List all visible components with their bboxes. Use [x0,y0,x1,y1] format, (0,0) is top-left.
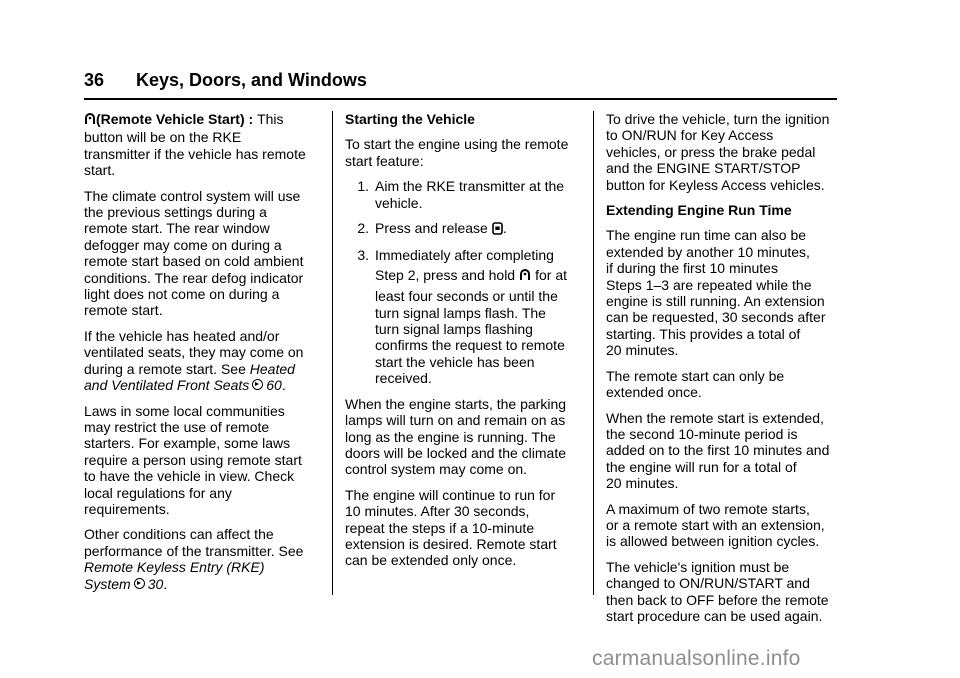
ignition-paragraph: The vehicle's ignition must be changed to ON/RUN/START and then back to OFF before the remote start procedure can be used again. [606,558,829,624]
lock-icon [492,222,503,238]
page-header [84,70,837,100]
list-item: 3. Immediately after completing Step 2, press and hold for at least four seconds or until the turn signal lamps flash. The turn signal lamps flashing confirms the request to remote start the vehicle has been received. [357,247,568,387]
steps-list [345,178,580,386]
remote-start-paragraph: (Remote Vehicle Start) : This button will be on the RKE transmitter if the vehicle has remote start. [84,111,306,179]
page-ref[interactable]: 30 [147,575,164,592]
header-rule [84,98,837,100]
local-laws-paragraph: Laws in some local communities may restrict the use of remote starters. For example, some laws require a person using remote start to have the vehicle in view. Check local regulations for any requirements. [84,402,302,517]
watermark: carmanualsonline.info [592,647,801,670]
page-ref-arrow-icon [252,379,263,390]
maximum-paragraph: A maximum of two remote starts, or a remote start with an extension, is allowed between ignition cycles. [606,500,825,550]
other-conditions-paragraph: Other conditions can affect the performance of the transmitter. See Remote Keyless Entry (RKE) System 30. [84,526,319,592]
page-number: 36 [84,70,105,90]
column-1 [84,111,319,601]
climate-paragraph: The climate control system will use the previous settings during a remote start. The rear window defogger may come on during a remote start based on cold ambient conditions. The rear defog indicator light does not come on during a remote start. [84,187,304,319]
page-title: Keys, Doors, and Windows [136,70,367,90]
rke-link[interactable]: Remote Keyless Entry (RKE) [84,559,265,576]
list-item: 1. Aim the RKE transmitter at the vehicle. [357,178,565,211]
heated-seats-paragraph: If the vehicle has heated and/or ventilated seats, they may come on during a remote start. See Heated and Ventilated Front Seats 60. [84,327,304,394]
intro-paragraph: To start the engine using the remote start feature: [345,136,569,169]
rke-link-cont[interactable]: System [84,575,131,592]
page-ref[interactable]: 60 [266,377,282,394]
column-3 [606,111,846,633]
page-ref-arrow-icon [134,578,145,589]
extended-total-paragraph: When the remote start is extended, the second 10-minute period is added on to the first 10 minutes and the engine will run for a total of 20 minutes. [606,409,830,492]
drive-paragraph: To drive the vehicle, turn the ignition to ON/RUN for Key Access vehicles, or press the brake pedal and the ENGINE START/STOP button for Keyless Access vehicles. [606,111,830,193]
engine-run-paragraph: The engine will continue to run for 10 minutes. After 30 seconds, repeat the steps if a 10-minute extension is desired. Remote start can be extended only once. [345,486,557,569]
engine-starts-paragraph: When the engine starts, the parking lamps will turn on and remain on as long as the engine is running. The doors will be locked and the climate control system may come on. [345,395,567,478]
remote-start-label: (Remote Vehicle Start) [96,111,245,127]
column-divider-1 [332,111,333,595]
remote-start-icon [84,112,96,129]
extension-paragraph: The engine run time can also be extended by another 10 minutes, if during the first 10 minutes Steps 1–3 are repeated while the engine is still running. An extension can be requested, 30 seconds after starting. This provides a total of 20 minutes. [606,227,826,359]
starting-vehicle-heading: Starting the Vehicle [345,111,475,127]
list-item: 2. Press and release . [345,220,580,238]
heated-seats-link-cont[interactable]: and Ventilated Front Seats [84,377,250,394]
heated-seats-link[interactable]: Heated [249,360,295,377]
extending-heading: Extending Engine Run Time [606,202,792,219]
column-divider-2 [593,111,594,595]
column-2 [345,111,580,578]
extend-once-paragraph: The remote start can only be extended once. [606,367,785,401]
remote-start-icon [519,268,531,285]
